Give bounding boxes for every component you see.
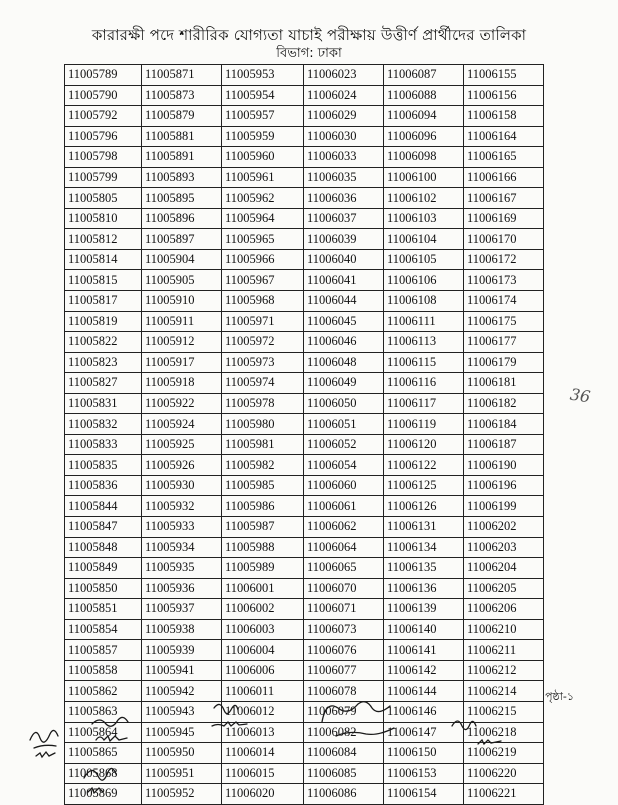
roll-number-cell: 11006172 — [464, 249, 544, 270]
roll-number-cell: 11006015 — [222, 763, 304, 784]
roll-number-cell: 11006196 — [464, 475, 544, 496]
table-row — [65, 619, 544, 640]
roll-number-cell: 11006126 — [384, 496, 464, 517]
roll-number-cell: 11005988 — [222, 537, 304, 558]
roll-number-cell: 11006037 — [304, 208, 384, 229]
roll-number-cell: 11005896 — [142, 208, 222, 229]
roll-number-cell: 11005798 — [65, 147, 142, 168]
roll-number-cell: 11005814 — [65, 249, 142, 270]
roll-number-cell: 11006002 — [222, 599, 304, 620]
table-row — [65, 229, 544, 250]
roll-number-cell: 11006062 — [304, 517, 384, 538]
roll-number-cell: 11005790 — [65, 85, 142, 106]
roll-number-cell: 11006140 — [384, 619, 464, 640]
roll-number-cell: 11005953 — [222, 65, 304, 86]
roll-number-cell: 11005871 — [142, 65, 222, 86]
roll-number-cell: 11005827 — [65, 373, 142, 394]
roll-number-cell: 11006054 — [304, 455, 384, 476]
roll-number-cell: 11006051 — [304, 414, 384, 435]
table-row — [65, 291, 544, 312]
table-row — [65, 311, 544, 332]
roll-number-cell: 11005796 — [65, 126, 142, 147]
roll-number-table — [64, 64, 544, 805]
roll-number-cell: 11005819 — [65, 311, 142, 332]
roll-number-cell: 11006041 — [304, 270, 384, 291]
roll-number-cell: 11005942 — [142, 681, 222, 702]
signature-6 — [84, 768, 116, 793]
roll-number-cell: 11006221 — [464, 784, 544, 805]
roll-number-cell: 11005934 — [142, 537, 222, 558]
table-row — [65, 434, 544, 455]
division-subtitle: বিভাগ: ঢাকা — [276, 46, 342, 61]
roll-number-cell: 11006039 — [304, 229, 384, 250]
roll-number-cell: 11006077 — [304, 660, 384, 681]
roll-number-cell: 11005847 — [65, 517, 142, 538]
roll-number-cell: 11006205 — [464, 578, 544, 599]
roll-number-cell: 11006045 — [304, 311, 384, 332]
roll-number-cell: 11006212 — [464, 660, 544, 681]
roll-number-cell: 11005936 — [142, 578, 222, 599]
table-row — [65, 147, 544, 168]
roll-number-cell: 11006060 — [304, 475, 384, 496]
roll-number-cell: 11005789 — [65, 65, 142, 86]
roll-number-cell: 11006040 — [304, 249, 384, 270]
table-row — [65, 455, 544, 476]
roll-number-cell: 11005865 — [65, 743, 142, 764]
table-row — [65, 249, 544, 270]
roll-number-cell: 11005965 — [222, 229, 304, 250]
roll-number-cell: 11005862 — [65, 681, 142, 702]
roll-number-cell: 11006103 — [384, 208, 464, 229]
roll-number-cell: 11005938 — [142, 619, 222, 640]
table-row — [65, 167, 544, 188]
roll-number-cell: 11006079 — [304, 701, 384, 722]
roll-number-cell: 11005905 — [142, 270, 222, 291]
roll-number-cell: 11006100 — [384, 167, 464, 188]
roll-number-cell: 11006049 — [304, 373, 384, 394]
roll-number-cell: 11006076 — [304, 640, 384, 661]
roll-number-cell: 11006108 — [384, 291, 464, 312]
roll-number-cell: 11005864 — [65, 722, 142, 743]
roll-number-cell: 11005917 — [142, 352, 222, 373]
roll-number-cell: 11006003 — [222, 619, 304, 640]
roll-number-cell: 11006142 — [384, 660, 464, 681]
roll-number-cell: 11006024 — [304, 85, 384, 106]
roll-number-cell: 11006190 — [464, 455, 544, 476]
table-row — [65, 537, 544, 558]
roll-number-cell: 11005854 — [65, 619, 142, 640]
page-title: কারারক্ষী পদে শারীরিক যোগ্যতা যাচাই পরীক্ষায় উত্তীর্ণ প্রার্থীদের তালিকা — [91, 26, 527, 44]
roll-number-cell: 11005857 — [65, 640, 142, 661]
roll-number-cell: 11005817 — [65, 291, 142, 312]
roll-number-cell: 11006013 — [222, 722, 304, 743]
table-row — [65, 599, 544, 620]
roll-number-cell: 11005967 — [222, 270, 304, 291]
roll-number-cell: 11005835 — [65, 455, 142, 476]
roll-number-cell: 11005815 — [65, 270, 142, 291]
roll-number-cell: 11006220 — [464, 763, 544, 784]
roll-number-cell: 11006206 — [464, 599, 544, 620]
roll-number-cell: 11006001 — [222, 578, 304, 599]
roll-number-cell: 11006166 — [464, 167, 544, 188]
roll-number-cell: 11005879 — [142, 106, 222, 127]
roll-number-cell: 11006169 — [464, 208, 544, 229]
roll-number-cell: 11006106 — [384, 270, 464, 291]
roll-number-cell: 11006117 — [384, 393, 464, 414]
roll-number-cell: 11005873 — [142, 85, 222, 106]
table-row — [65, 208, 544, 229]
roll-number-cell: 11006218 — [464, 722, 544, 743]
roll-number-cell: 11005943 — [142, 701, 222, 722]
roll-number-cell: 11005850 — [65, 578, 142, 599]
roll-number-cell: 11005959 — [222, 126, 304, 147]
roll-number-cell: 11005974 — [222, 373, 304, 394]
roll-number-cell: 11006170 — [464, 229, 544, 250]
roll-number-cell: 11005986 — [222, 496, 304, 517]
roll-number-cell: 11006203 — [464, 537, 544, 558]
roll-number-cell: 11005851 — [65, 599, 142, 620]
roll-number-cell: 11006065 — [304, 558, 384, 579]
table-row — [65, 352, 544, 373]
table-row — [65, 558, 544, 579]
roll-number-cell: 11006104 — [384, 229, 464, 250]
roll-number-cell: 11006020 — [222, 784, 304, 805]
roll-number-cell: 11005895 — [142, 188, 222, 209]
table-row — [65, 188, 544, 209]
signature-1 — [30, 730, 58, 757]
roll-number-cell: 11005822 — [65, 332, 142, 353]
roll-number-cell: 11005989 — [222, 558, 304, 579]
roll-number-cell: 11005937 — [142, 599, 222, 620]
roll-number-cell: 11005897 — [142, 229, 222, 250]
roll-number-cell: 11006120 — [384, 434, 464, 455]
signature-3 — [212, 704, 247, 726]
roll-number-cell: 11005961 — [222, 167, 304, 188]
roll-number-cell: 11006086 — [304, 784, 384, 805]
roll-number-cell: 11005957 — [222, 106, 304, 127]
roll-number-cell: 11006064 — [304, 537, 384, 558]
roll-number-cell: 11005904 — [142, 249, 222, 270]
table-row — [65, 106, 544, 127]
table-row — [65, 85, 544, 106]
roll-number-cell: 11006105 — [384, 249, 464, 270]
roll-number-cell: 11006085 — [304, 763, 384, 784]
roll-number-cell: 11006061 — [304, 496, 384, 517]
roll-number-cell: 11005911 — [142, 311, 222, 332]
roll-number-cell: 11006181 — [464, 373, 544, 394]
roll-number-cell: 11005832 — [65, 414, 142, 435]
page-number: পৃষ্ঠা-১ — [545, 690, 574, 703]
roll-number-cell: 11006202 — [464, 517, 544, 538]
signatures-area — [0, 700, 618, 800]
table-row — [65, 414, 544, 435]
roll-number-cell: 11005823 — [65, 352, 142, 373]
roll-number-cell: 11006184 — [464, 414, 544, 435]
roll-number-cell: 11006036 — [304, 188, 384, 209]
roll-number-cell: 11006135 — [384, 558, 464, 579]
roll-number-cell: 11006179 — [464, 352, 544, 373]
table-row — [65, 517, 544, 538]
roll-number-cell: 11006096 — [384, 126, 464, 147]
roll-number-cell: 11005805 — [65, 188, 142, 209]
roll-number-cell: 11005982 — [222, 455, 304, 476]
roll-number-cell: 11005981 — [222, 434, 304, 455]
roll-number-cell: 11005941 — [142, 660, 222, 681]
roll-number-cell: 11006175 — [464, 311, 544, 332]
roll-number-cell: 11005881 — [142, 126, 222, 147]
roll-number-cell: 11005945 — [142, 722, 222, 743]
roll-number-cell: 11006012 — [222, 701, 304, 722]
roll-number-cell: 11006182 — [464, 393, 544, 414]
roll-number-cell: 11005925 — [142, 434, 222, 455]
roll-number-cell: 11006113 — [384, 332, 464, 353]
roll-number-cell: 11006071 — [304, 599, 384, 620]
roll-number-cell: 11005962 — [222, 188, 304, 209]
roll-number-cell: 11006052 — [304, 434, 384, 455]
roll-number-cell: 11006167 — [464, 188, 544, 209]
roll-number-cell: 11005964 — [222, 208, 304, 229]
roll-number-cell: 11006004 — [222, 640, 304, 661]
roll-number-cell: 11006141 — [384, 640, 464, 661]
roll-number-cell: 11006087 — [384, 65, 464, 86]
roll-number-cell: 11005951 — [142, 763, 222, 784]
roll-number-cell: 11005966 — [222, 249, 304, 270]
roll-number-cell: 11006214 — [464, 681, 544, 702]
roll-number-cell: 11005926 — [142, 455, 222, 476]
roll-number-cell: 11005910 — [142, 291, 222, 312]
margin-handwritten-note: 36 — [568, 384, 592, 407]
roll-number-cell: 11006219 — [464, 743, 544, 764]
roll-number-cell: 11006134 — [384, 537, 464, 558]
roll-number-cell: 11005836 — [65, 475, 142, 496]
roll-number-cell: 11006177 — [464, 332, 544, 353]
roll-number-cell: 11006174 — [464, 291, 544, 312]
roll-number-cell: 11005978 — [222, 393, 304, 414]
roll-number-cell: 11005939 — [142, 640, 222, 661]
roll-number-cell: 11006033 — [304, 147, 384, 168]
roll-number-cell: 11006023 — [304, 65, 384, 86]
roll-number-cell: 11005918 — [142, 373, 222, 394]
roll-number-cell: 11006029 — [304, 106, 384, 127]
roll-number-cell: 11006173 — [464, 270, 544, 291]
roll-number-cell: 11005932 — [142, 496, 222, 517]
roll-number-cell: 11005792 — [65, 106, 142, 127]
table-row — [65, 496, 544, 517]
roll-number-cell: 11006098 — [384, 147, 464, 168]
roll-number-cell: 11006144 — [384, 681, 464, 702]
roll-number-cell: 11006035 — [304, 167, 384, 188]
roll-number-cell: 11005933 — [142, 517, 222, 538]
roll-number-cell: 11005812 — [65, 229, 142, 250]
table-row — [65, 126, 544, 147]
roll-number-cell: 11005973 — [222, 352, 304, 373]
roll-number-cell: 11005922 — [142, 393, 222, 414]
signature-2 — [92, 717, 128, 741]
roll-number-cell: 11006115 — [384, 352, 464, 373]
roll-number-cell: 11006147 — [384, 722, 464, 743]
roll-number-cell: 11006165 — [464, 147, 544, 168]
roll-number-cell: 11006211 — [464, 640, 544, 661]
roll-number-cell: 11006116 — [384, 373, 464, 394]
roll-number-cell: 11006215 — [464, 701, 544, 722]
roll-number-cell: 11005912 — [142, 332, 222, 353]
roll-number-cell: 11006131 — [384, 517, 464, 538]
table-row — [65, 270, 544, 291]
table-row — [65, 65, 544, 86]
roll-number-cell: 11006030 — [304, 126, 384, 147]
roll-number-cell: 11006050 — [304, 393, 384, 414]
roll-number-cell: 11006094 — [384, 106, 464, 127]
roll-number-cell: 11005863 — [65, 701, 142, 722]
roll-number-cell: 11006158 — [464, 106, 544, 127]
roll-number-cell: 11006122 — [384, 455, 464, 476]
roll-number-cell: 11006102 — [384, 188, 464, 209]
roll-number-cell: 11005810 — [65, 208, 142, 229]
signature-4 — [322, 702, 394, 736]
roll-number-cell: 11006187 — [464, 434, 544, 455]
roll-number-cell: 11006164 — [464, 126, 544, 147]
table-row — [65, 475, 544, 496]
roll-number-cell: 11006150 — [384, 743, 464, 764]
roll-number-cell: 11005987 — [222, 517, 304, 538]
roll-number-cell: 11005985 — [222, 475, 304, 496]
roll-number-cell: 11005849 — [65, 558, 142, 579]
roll-number-cell: 11006046 — [304, 332, 384, 353]
roll-number-cell: 11006199 — [464, 496, 544, 517]
roll-number-cell: 11006119 — [384, 414, 464, 435]
roll-number-cell: 11005971 — [222, 311, 304, 332]
roll-number-cell: 11005924 — [142, 414, 222, 435]
roll-number-cell: 11006154 — [384, 784, 464, 805]
roll-number-cell: 11005954 — [222, 85, 304, 106]
roll-number-cell: 11006011 — [222, 681, 304, 702]
table-row — [65, 373, 544, 394]
roll-number-cell: 11006125 — [384, 475, 464, 496]
roll-number-cell: 11005980 — [222, 414, 304, 435]
roll-number-cell: 11006210 — [464, 619, 544, 640]
roll-number-cell: 11005960 — [222, 147, 304, 168]
roll-number-cell: 11005950 — [142, 743, 222, 764]
roll-number-cell: 11006155 — [464, 65, 544, 86]
roll-number-cell: 11005869 — [65, 784, 142, 805]
roll-number-cell: 11006084 — [304, 743, 384, 764]
roll-number-cell: 11006048 — [304, 352, 384, 373]
roll-number-cell: 11006006 — [222, 660, 304, 681]
roll-number-cell: 11005799 — [65, 167, 142, 188]
table-row — [65, 578, 544, 599]
roll-number-cell: 11006082 — [304, 722, 384, 743]
roll-number-cell: 11005930 — [142, 475, 222, 496]
roll-number-cell: 11005968 — [222, 291, 304, 312]
roll-number-cell: 11005893 — [142, 167, 222, 188]
table-row — [65, 660, 544, 681]
roll-number-cell: 11005891 — [142, 147, 222, 168]
roll-number-cell: 11005833 — [65, 434, 142, 455]
roll-number-cell: 11005868 — [65, 763, 142, 784]
roll-number-cell: 11006111 — [384, 311, 464, 332]
signature-5 — [452, 721, 501, 744]
roll-number-cell: 11005952 — [142, 784, 222, 805]
roll-number-cell: 11006070 — [304, 578, 384, 599]
table-row — [65, 681, 544, 702]
roll-number-cell: 11006078 — [304, 681, 384, 702]
table-row — [65, 640, 544, 661]
roll-number-cell: 11006204 — [464, 558, 544, 579]
roll-number-cell: 11006146 — [384, 701, 464, 722]
roll-number-cell: 11006073 — [304, 619, 384, 640]
roll-number-cell: 11005831 — [65, 393, 142, 414]
table-row — [65, 393, 544, 414]
roll-number-cell: 11005844 — [65, 496, 142, 517]
roll-number-cell: 11006153 — [384, 763, 464, 784]
roll-number-cell: 11006044 — [304, 291, 384, 312]
roll-number-cell: 11005935 — [142, 558, 222, 579]
roll-number-cell: 11005858 — [65, 660, 142, 681]
roll-number-cell: 11006088 — [384, 85, 464, 106]
roll-number-cell: 11005972 — [222, 332, 304, 353]
table-row — [65, 332, 544, 353]
roll-number-cell: 11006014 — [222, 743, 304, 764]
roll-number-cell: 11006156 — [464, 85, 544, 106]
roll-number-cell: 11005848 — [65, 537, 142, 558]
roll-number-cell: 11006136 — [384, 578, 464, 599]
roll-number-cell: 11006139 — [384, 599, 464, 620]
